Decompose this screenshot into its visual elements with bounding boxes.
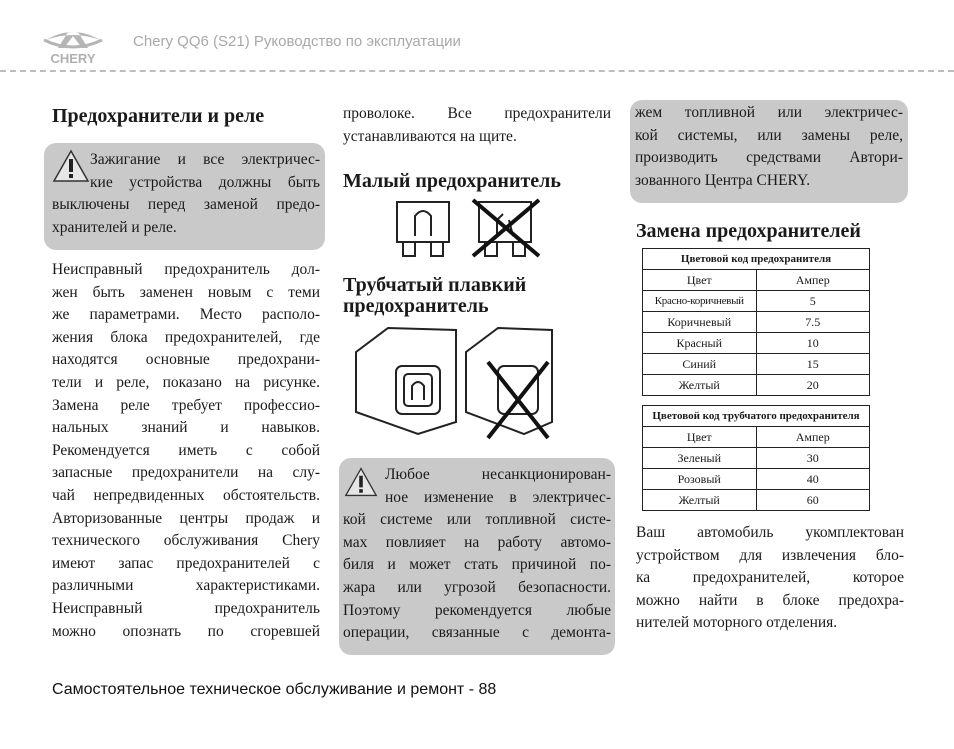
- text-line: проволоке. Все предохранители: [343, 105, 611, 122]
- section-heading-tube-fuse: [343, 275, 526, 317]
- text-line: технического обслуживания Chery: [52, 532, 320, 550]
- text-line: кой системы, или замены реле,: [635, 126, 903, 144]
- table-row: [643, 312, 870, 333]
- table-cell: 20: [756, 375, 870, 396]
- section-heading-fuse-replacement: Замена предохранителей: [636, 220, 861, 242]
- text-line: Неисправный предохранитель дол-: [52, 261, 320, 278]
- warning-text: [343, 464, 611, 645]
- text-line: же параметрами. Место располо-: [52, 306, 320, 324]
- text-line: хранителей и реле.: [52, 218, 177, 236]
- text-line: имеют запас предохранителей с: [52, 554, 320, 572]
- chery-logo: [38, 26, 108, 66]
- text-line: Поэтому рекомендуется любые: [343, 601, 611, 619]
- warning-box-modification: [339, 458, 615, 655]
- text-line: биля и может стать причиной по-: [343, 556, 611, 574]
- section-heading-small-fuse: Малый предохранитель: [343, 170, 561, 192]
- section-heading-fuses-relays: Предохранители и реле: [52, 105, 265, 127]
- text-line: запасные предохранители на слу-: [52, 464, 320, 482]
- continued-warning-text: [635, 102, 903, 192]
- continued-warning-box: [630, 100, 908, 203]
- text-line: кие устройства должны быть: [90, 173, 320, 191]
- text-line: выключены перед заменой предо-: [52, 196, 320, 214]
- table-header-row: [643, 427, 870, 448]
- text-line: Любое несанкционирован-: [385, 466, 611, 483]
- table-cell: 7.5: [756, 312, 870, 333]
- svg-text:CHERY: CHERY: [50, 51, 96, 66]
- text-line: можно опознать по сгоревшей: [52, 622, 320, 640]
- table-title: Цветовой код предохранителя: [643, 249, 870, 270]
- text-line: нителей моторного отделения.: [636, 614, 838, 632]
- table-cell: Желтый: [643, 375, 757, 396]
- text-line: Рекомендуется иметь с собой: [52, 441, 320, 459]
- col1-body-text: [52, 259, 320, 643]
- table-title: Цветовой код трубчатого предохранителя: [643, 406, 870, 427]
- text-line: операции, связанные с демонта-: [343, 624, 611, 642]
- table-cell: 10: [756, 333, 870, 354]
- text-line: устройством для извлечения бло-: [636, 546, 904, 564]
- table-cell: Красный: [643, 333, 757, 354]
- small-fuse-illustration: [393, 198, 543, 258]
- text-line: Зажигание и все электричес-: [90, 151, 320, 168]
- table-cell: 60: [756, 490, 870, 511]
- table-cell: 40: [756, 469, 870, 490]
- col2-top-text: [343, 103, 611, 148]
- table-row: [643, 448, 870, 469]
- warning-text: [52, 149, 320, 239]
- tube-fuse-color-table: [642, 405, 870, 511]
- table-cell: 15: [756, 354, 870, 375]
- text-line: Замена реле требует профессио-: [52, 396, 320, 414]
- fuse-color-table: [642, 248, 870, 396]
- table-cell: Коричневый: [643, 312, 757, 333]
- text-line: зованного Центра CHERY.: [635, 171, 811, 189]
- text-line: находятся основные предохрани-: [52, 351, 320, 369]
- text-line: кой системе или топливной систе-: [343, 511, 611, 529]
- text-line: Неисправный предохранитель: [52, 599, 320, 617]
- column-header: Ампер: [756, 270, 870, 291]
- text-line: тели и реле, показано на рисунке.: [52, 373, 320, 391]
- text-line: можно найти в блоке предохра-: [636, 591, 904, 609]
- tube-fuse-illustration: [348, 322, 558, 440]
- text-line: Ваш автомобиль укомплектован: [636, 524, 904, 541]
- col3-body-text: [636, 522, 904, 635]
- table-row: [643, 333, 870, 354]
- column-header: Ампер: [756, 427, 870, 448]
- text-line: предохранитель: [343, 295, 489, 317]
- text-line: устанавливаются на щите.: [343, 127, 517, 145]
- text-line: жен быть заменен новым с теми: [52, 283, 320, 301]
- text-line: ка предохранителей, которое: [636, 569, 904, 587]
- table-cell: 30: [756, 448, 870, 469]
- table-cell: Желтый: [643, 490, 757, 511]
- page-footer: Самостоятельное техническое обслуживание и ремонт - 88: [52, 681, 497, 698]
- text-line: производить средствами Автори-: [635, 149, 903, 167]
- text-line: мах повлияет на работу автомо-: [343, 533, 611, 551]
- table-cell: Зеленый: [643, 448, 757, 469]
- text-line: Трубчатый плавкий: [343, 274, 527, 296]
- table-cell: 5: [756, 291, 870, 312]
- table-row: [643, 490, 870, 511]
- text-line: нальных знаний и навыков.: [52, 419, 320, 437]
- header-divider: [0, 70, 954, 72]
- table-row: [643, 375, 870, 396]
- text-line: жем топливной или электричес-: [635, 104, 903, 121]
- table-cell: Синий: [643, 354, 757, 375]
- table-cell: Красно-коричневый: [643, 291, 757, 312]
- text-line: различными характеристиками.: [52, 577, 320, 595]
- table-cell: Розовый: [643, 469, 757, 490]
- column-header: Цвет: [643, 427, 757, 448]
- table-header-row: [643, 270, 870, 291]
- text-line: Авторизованные центры продаж и: [52, 509, 320, 527]
- header-title: Chery QQ6 (S21) Руководство по эксплуатации: [133, 33, 461, 50]
- table-row: [643, 291, 870, 312]
- text-line: ное изменение в электричес-: [385, 488, 611, 506]
- text-line: жара или угрозой безопасности.: [343, 578, 611, 596]
- table-row: [643, 354, 870, 375]
- warning-box-ignition: [44, 143, 325, 250]
- text-line: чай непредвиденных обстоятельств.: [52, 486, 320, 504]
- column-header: Цвет: [643, 270, 757, 291]
- table-row: [643, 469, 870, 490]
- text-line: жения блока предохранителей, где: [52, 328, 320, 346]
